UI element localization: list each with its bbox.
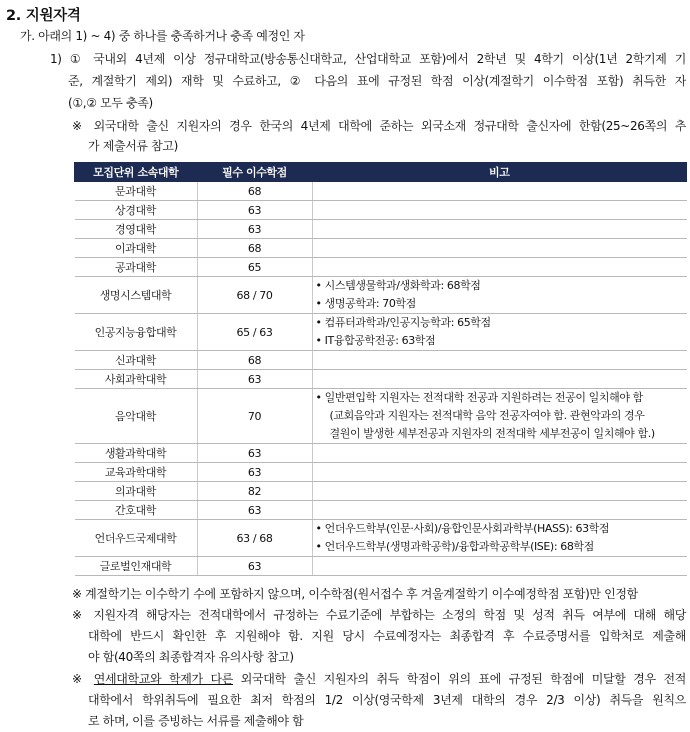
item1-line-3: (①,② 모두 충족) (68, 96, 153, 110)
row-notes (312, 239, 687, 258)
required-credits: 63 (197, 201, 312, 220)
footnote-qualification-line-2: 대학에 반드시 확인한 후 지원해야 함. 지원 당시 수료예정자는 최종합격 후 수료증명서를 입학처로 제출해 (88, 629, 686, 643)
college-name: 이과대학 (75, 239, 198, 258)
required-credits: 68 / 70 (197, 277, 312, 314)
footnote-qualification-line-3: 야 함(40쪽의 최종합격자 유의사항 참고) (88, 650, 294, 664)
table-row (75, 463, 687, 482)
note-line: • 시스템생물학과/생화학과: 68학점 (315, 279, 481, 292)
row-notes (312, 520, 687, 557)
header-credits: 필수 이수학점 (197, 163, 312, 182)
footnote-qualification-line-1: ※ 지원자격 해당자는 전적대학에서 규정하는 수료기준에 부합하는 소정의 학점 및 성적 취득 여부에 대해 해당 (72, 608, 686, 622)
table-row (75, 501, 687, 520)
row-notes (312, 444, 687, 463)
required-credits: 63 (197, 557, 312, 576)
college-name: 생활과학대학 (75, 444, 198, 463)
footnote-yonsei-prefix: ※ (72, 672, 94, 686)
row-notes (312, 182, 687, 201)
row-notes (312, 314, 687, 351)
item1-line-2: 준, 계절학기 제외) 재학 및 수료하고, ② 다음의 표에 규정된 학점 이상(계절학기 이수학점 포함) 취득한 자 (68, 74, 686, 88)
college-name: 글로벌인재대학 (75, 557, 198, 576)
table-row (75, 482, 687, 501)
header-college: 모집단위 소속대학 (75, 163, 198, 182)
required-credits: 63 (197, 463, 312, 482)
note-line: (교회음악과 지원자는 전적대학 음악 전공자여야 함. 관현악과의 경우 (329, 409, 645, 422)
note-line: 결원이 발생한 세부전공과 지원자의 전적대학 세부전공이 일치해야 함.) (329, 427, 655, 440)
note-line: • 일반편입학 지원자는 전적대학 전공과 지원하려는 전공이 일치해야 함 (315, 391, 643, 404)
college-name: 인공지능융합대학 (75, 314, 198, 351)
college-name: 공과대학 (75, 258, 198, 277)
table-row (75, 201, 687, 220)
college-name: 경영대학 (75, 220, 198, 239)
footnote-seasonal: ※ 계절학기는 이수학기 수에 포함하지 않으며, 이수학점(원서접수 후 겨울계절학기 이수예정학점 포함)만 인정함 (72, 587, 638, 601)
row-notes (312, 277, 687, 314)
note-line: • 언더우드학부(생명과학공학)/융합과학공학부(ISE): 68학점 (315, 540, 594, 553)
required-credits: 68 (197, 182, 312, 201)
college-name: 신과대학 (75, 351, 198, 370)
row-notes (312, 220, 687, 239)
required-credits: 63 (197, 220, 312, 239)
footnote-yonsei-line-1 (72, 670, 686, 689)
table-row (75, 370, 687, 389)
required-credits: 68 (197, 351, 312, 370)
required-credits: 70 (197, 389, 312, 444)
college-name: 음악대학 (75, 389, 198, 444)
eligibility-intro: 가. 아래의 1) ~ 4) 중 하나를 충족하거나 충족 예정인 자 (20, 29, 305, 43)
row-notes (312, 370, 687, 389)
row-notes (312, 557, 687, 576)
table-row (75, 314, 687, 351)
required-credits: 82 (197, 482, 312, 501)
table-row (75, 277, 687, 314)
required-credits: 68 (197, 239, 312, 258)
table-row (75, 389, 687, 444)
required-credits: 65 / 63 (197, 314, 312, 351)
header-notes: 비고 (312, 163, 687, 182)
footnote-yonsei-line-2: 대학에서 학위취득에 필요한 최저 학점의 1/2 이상(영국학제 3년제 대학의 경우 2/3 이상) 취득을 원칙으 (88, 693, 686, 707)
footnote-yonsei-rest: 외국대학 출신 지원자의 취득 학점이 위의 표에 규정된 학점에 미달할 경우 전적 (233, 672, 687, 686)
table-row (75, 239, 687, 258)
table-row (75, 520, 687, 557)
note-line: • 언더우드학부(인문·사회)/융합인문사회과학부(HASS): 63학점 (315, 522, 610, 535)
row-notes (312, 501, 687, 520)
footnote-yonsei-line-3: 로 하며, 이를 증빙하는 서류를 제출해야 함 (88, 714, 304, 728)
row-notes (312, 258, 687, 277)
note-line: • 생명공학과: 70학점 (315, 297, 416, 310)
table-row (75, 182, 687, 201)
table-header-row (75, 163, 687, 182)
foreign-note-line-1: ※ 외국대학 출신 지원자의 경우 한국의 4년제 대학에 준하는 외국소재 정규대학 출신자에 한함(25~26쪽의 추 (72, 119, 686, 133)
row-notes (312, 389, 687, 444)
required-credits: 63 (197, 444, 312, 463)
college-name: 교육과학대학 (75, 463, 198, 482)
row-notes (312, 351, 687, 370)
foreign-note-line-2: 가 제출서류 참고) (88, 139, 178, 153)
note-line: • IT융합공학전공: 63학점 (315, 334, 436, 347)
table-row (75, 351, 687, 370)
item1-line-1: 1) ① 국내외 4년제 이상 정규대학교(방송통신대학교, 산업대학교 포함)에서 2학년 및 4학기 이상(1년 2학기제 기 (50, 52, 686, 66)
college-name: 상경대학 (75, 201, 198, 220)
table-row (75, 444, 687, 463)
table-row (75, 258, 687, 277)
section-title: 2. 지원자격 (6, 8, 81, 24)
required-credits: 63 (197, 370, 312, 389)
required-credits: 63 / 68 (197, 520, 312, 557)
table-body (75, 182, 687, 576)
college-name: 의과대학 (75, 482, 198, 501)
college-name: 간호대학 (75, 501, 198, 520)
table-row (75, 557, 687, 576)
college-name: 사회과학대학 (75, 370, 198, 389)
required-credits: 65 (197, 258, 312, 277)
note-line: • 컴퓨터과학과/인공지능학과: 65학점 (315, 316, 491, 329)
row-notes (312, 201, 687, 220)
table-row (75, 220, 687, 239)
college-name: 생명시스템대학 (75, 277, 198, 314)
college-name: 언더우드국제대학 (75, 520, 198, 557)
credit-requirements-table (74, 162, 687, 576)
college-name: 문과대학 (75, 182, 198, 201)
row-notes (312, 463, 687, 482)
required-credits: 63 (197, 501, 312, 520)
footnote-yonsei-underlined: 연세대학교와 학제가 다른 (93, 672, 234, 686)
row-notes (312, 482, 687, 501)
